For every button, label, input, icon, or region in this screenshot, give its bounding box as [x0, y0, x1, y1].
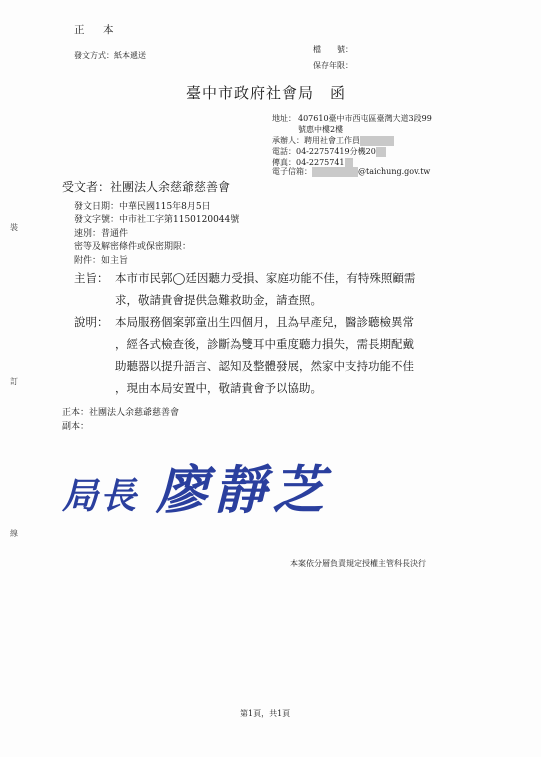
- document-number: 發文字號：中市社工字第1150120044號: [74, 215, 240, 225]
- copy-type: 正 本: [74, 24, 118, 36]
- email-row: 電子信箱： @taichung.gov.tw: [272, 167, 431, 176]
- subject-line-1: 本市市民郭◯廷因聽力受損、家庭功能不佳，有特殊照顧需: [115, 271, 416, 285]
- fax-row: 傳真：04-2275741: [272, 157, 353, 168]
- page-number: 第1頁，共1頁: [240, 709, 291, 718]
- explanation-label: 說明：: [74, 315, 109, 329]
- redacted-block: [312, 167, 358, 177]
- retention-label: 保存年限：: [313, 61, 353, 70]
- explanation-line-3: 助聽器以提升語言、認知及整體發展，然家中支持功能不佳: [115, 359, 414, 373]
- speed-class: 速別：普通件: [74, 229, 129, 239]
- explanation-line-1: 本局服務個案郭童出生四個月，且為早產兒，醫診聽檢異常: [115, 315, 414, 329]
- send-method: 發文方式：紙本遞送: [74, 51, 146, 60]
- redacted-block: [360, 136, 394, 146]
- signature-name: 廖靜芝: [156, 460, 331, 521]
- recipient-label: 受文者：: [62, 180, 111, 194]
- subject-label: 主旨：: [74, 271, 109, 285]
- subject-line-2: 求，敬請貴會提供急難救助金，請查照。: [115, 293, 322, 307]
- address-line-2: 號惠中樓2樓: [298, 125, 344, 134]
- signature-title: 局長: [62, 475, 139, 517]
- contact-person-row: 承辦人：聘用社會工作員: [272, 135, 394, 146]
- original-recipient: 正本：社團法人余慈爺慈善會: [62, 408, 180, 418]
- binding-mark-bind: 裝: [10, 223, 18, 232]
- redacted-block: [376, 147, 386, 157]
- binding-mark-staple: 訂: [10, 377, 18, 386]
- explanation-line-4: ，現由本局安置中，敬請貴會予以協助。: [115, 381, 322, 395]
- address-label: 地址：: [272, 114, 296, 123]
- file-number-label: 檔 號：: [313, 45, 353, 54]
- attachments: 附件：如主旨: [74, 256, 129, 266]
- recipient-name: 社團法人余慈爺慈善會: [110, 180, 231, 194]
- copy-recipient: 副本：: [62, 422, 90, 432]
- director-signature-stamp: [62, 448, 330, 523]
- issue-date: 發文日期：中華民國115年8月5日: [74, 202, 211, 212]
- phone-row: 電話：04-22757419分機20: [272, 146, 386, 157]
- explanation-line-2: ，經各式檢查後，診斷為雙耳中重度聽力損失，需長期配戴: [115, 337, 414, 351]
- recipient-row: [62, 178, 230, 195]
- binding-mark-line: 線: [10, 529, 18, 538]
- address-line-1: 407610臺中市西屯區臺灣大道3段99: [298, 114, 432, 123]
- delegation-note: 本案依分層負責規定授權主管科長決行: [290, 559, 426, 568]
- document-title: 臺中市政府社會局 函: [186, 84, 347, 102]
- secrecy-level: 密等及解密條件或保密期限：: [74, 242, 192, 252]
